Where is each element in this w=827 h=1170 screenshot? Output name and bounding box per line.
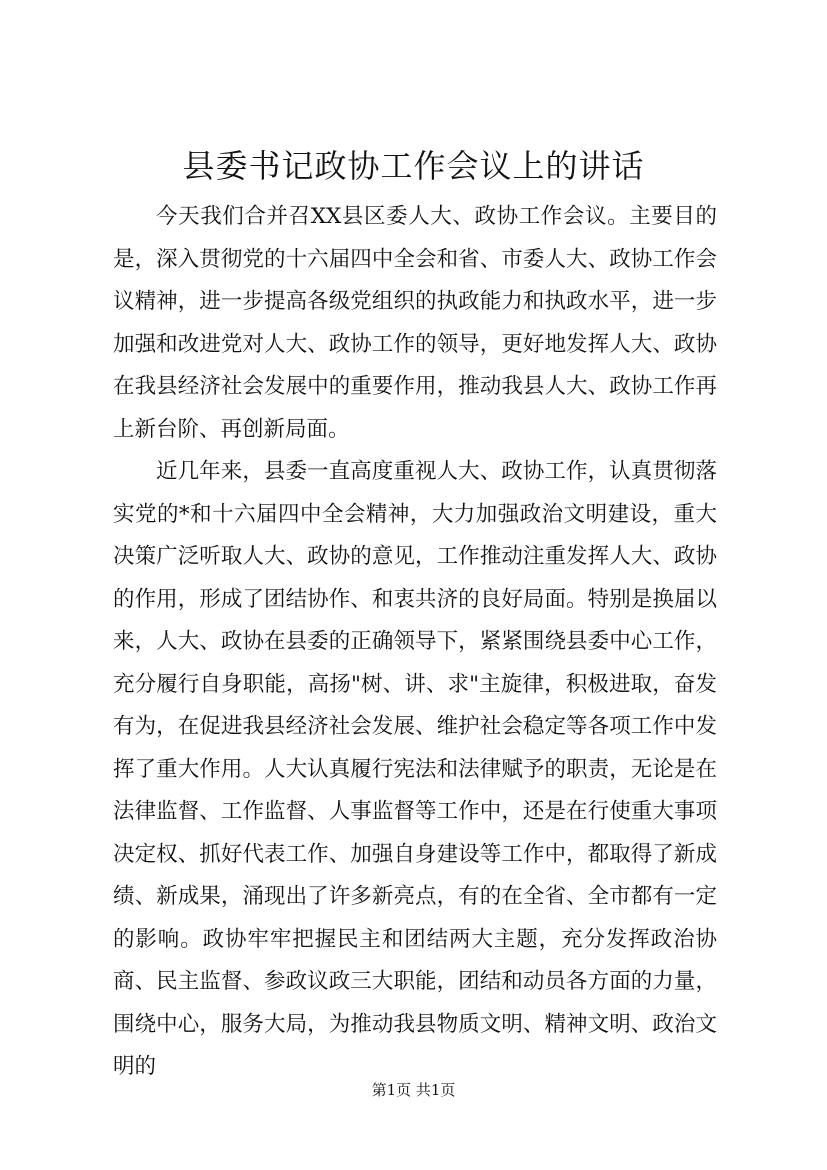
document-body <box>113 196 717 1089</box>
page-number-footer: 第1页 共1页 <box>371 1081 456 1099</box>
paragraph-1: 今天我们合并召XX县区委人大、政协工作会议。主要目的是，深入贯彻党的十六届四中全会和省、市委人大、政协工作会议精神，进一步提高各级党组织的执政能力和执政水平，进一步加强和改进党对人大、政协工作的领导，更好地发挥人大、政协在我县经济社会发展中的重要作用，推动我县人大、政协工作再上新台阶、再创新局面。 <box>113 204 717 442</box>
paragraph-2: 近几年来，县委一直高度重视人大、政协工作，认真贯彻落实党的*和十六届四中全会精神，大力加强政治文明建设，重大决策广泛听取人大、政协的意见，工作推动注重发挥人大、政协的作用，形成了团结协作、和衷共济的良好局面。特别是换届以来，人大、政协在县委的正确领导下，紧紧围绕县委中心工作，充分履行自身职能，高扬"树、讲、求"主旋律，积极进取，奋发有为，在促进我县经济社会发展、维护社会稳定等各项工作中发挥了重大作用。人大认真履行宪法和法律赋予的职责，无论是在法律监督、工作监督、人事监督等工作中，还是在行使重大事项决定权、抓好代表工作、加强自身建设等工作中，都取得了新成绩、新成果，涌现出了许多新亮点，有的在全省、全市都有一定的影响。政协牢牢把握民主和团结两大主题，充分发挥政治协商、民主监督、参政议政三大职能，团结和动员各方面的力量，围绕中心，服务大局，为推动我县物质文明、精神文明、政治文明的 <box>113 459 717 1079</box>
document-title: 县委书记政协工作会议上的讲话 <box>182 147 645 185</box>
